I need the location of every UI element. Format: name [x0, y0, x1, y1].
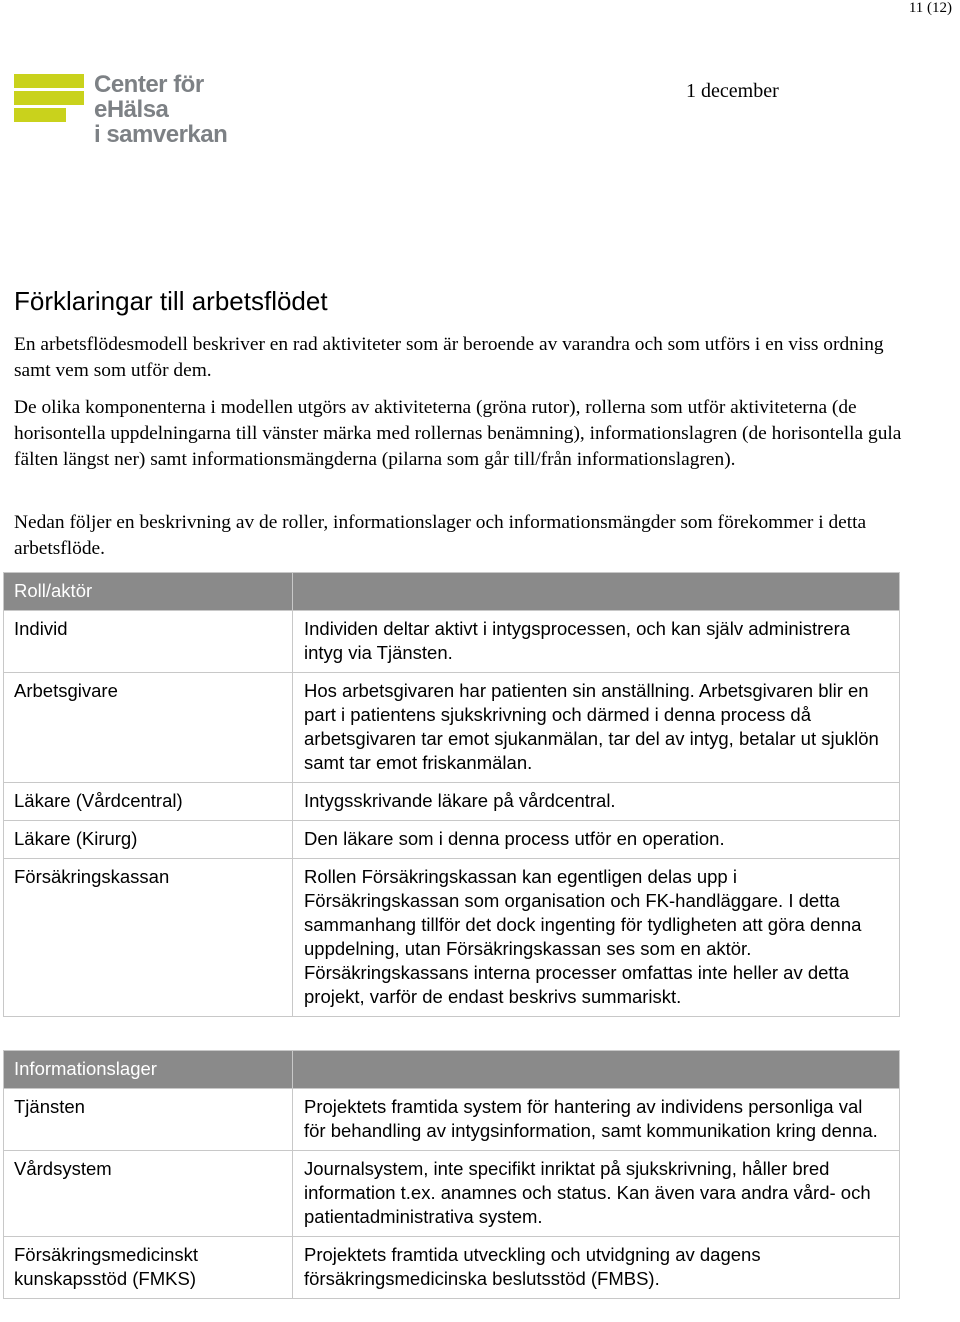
role-name: Läkare (Vårdcentral) [4, 783, 293, 821]
role-description: Rollen Försäkringskassan kan egentligen delas upp i Försäkringskassan som organisation och FK-handläggare. I detta sammanhang tillför det dock ingenting för tydligheten att göra denna uppdelning, utan Försäkringskassan ses som en aktör. Försäkringskassans interna processer omfattas inte heller av detta projekt, varför de endast beskrivs summariskt. [293, 859, 900, 1017]
storage-name: Tjänsten [4, 1089, 293, 1151]
roles-table-header-blank [293, 573, 900, 611]
role-description: Hos arbetsgivaren har patienten sin anställning. Arbetsgivaren blir en part i patientens sjukskrivning och därmed i denna process då arbetsgivaren tar emot sjukanmälan, tar del av intyg, betalar ut sjuklön samt tar emot friskanmälan. [293, 673, 900, 783]
storage-description: Projektets framtida utveckling och utvidgning av dagens försäkringsmedicinska beslutsstöd (FMBS). [293, 1237, 900, 1299]
paragraph-components: De olika komponenterna i modellen utgörs av aktiviteterna (gröna rutor), rollerna som utför aktiviteterna (de horisontella uppdelningarna till vänster märka med rollernas benämning), informationslagren (de horisontella gula fälten längst ner) samt informationsmängderna (pilarna som går till/från informationslagren). [14, 397, 902, 470]
table-row [4, 611, 900, 673]
storage-description: Projektets framtida system för hantering av individens personliga val för behandling av intygsinformation, samt kommunikation kring denna. [293, 1089, 900, 1151]
table-row [4, 859, 900, 1017]
logo-line-2: i samverkan [94, 121, 228, 148]
roles-table-header: Roll/aktör [4, 573, 293, 611]
table-row [4, 783, 900, 821]
role-name: Försäkringskassan [4, 859, 293, 1017]
storage-table-header: Informationslager [4, 1051, 293, 1089]
table-row [4, 673, 900, 783]
storage-name: Försäkringsmedicinskt kunskapsstöd (FMKS) [4, 1237, 293, 1299]
role-name: Läkare (Kirurg) [4, 821, 293, 859]
document-date: 1 december [686, 80, 779, 102]
paragraph-intro: En arbetsflödesmodell beskriver en rad aktiviteter som är beroende av varandra och som utförs i en viss ordning samt vem som utför dem. [14, 334, 884, 381]
roles-table [3, 572, 900, 1017]
table-row [4, 1089, 900, 1151]
table-row [4, 821, 900, 859]
storage-table [3, 1050, 900, 1299]
roles-table-header-row [4, 573, 900, 611]
storage-table-header-row [4, 1051, 900, 1089]
storage-table-header-blank [293, 1051, 900, 1089]
role-name: Arbetsgivare [4, 673, 293, 783]
role-description: Individen deltar aktivt i intygsprocessen, och kan själv administrera intyg via Tjänsten. [293, 611, 900, 673]
table-row [4, 1237, 900, 1299]
storage-description: Journalsystem, inte specifikt inriktat på sjukskrivning, håller bred information t.ex. anamnes och status. Kan även vara andra vård- och patientadministrativa system. [293, 1151, 900, 1237]
logo-bars-icon [14, 74, 84, 122]
storage-name: Vårdsystem [4, 1151, 293, 1237]
page-number: 11 (12) [908, 0, 952, 16]
paragraph-following: Nedan följer en beskrivning av de roller, informationslager och informationsmängder som förekommer i detta arbetsflöde. [14, 512, 867, 559]
organization-logo [14, 71, 284, 148]
role-description: Intygsskrivande läkare på vårdcentral. [293, 783, 900, 821]
role-name: Individ [4, 611, 293, 673]
logo-line-1: Center för eHälsa [94, 71, 204, 123]
section-title: Förklaringar till arbetsflödet [14, 286, 328, 316]
table-row [4, 1151, 900, 1237]
logo-text [94, 72, 284, 147]
role-description: Den läkare som i denna process utför en operation. [293, 821, 900, 859]
